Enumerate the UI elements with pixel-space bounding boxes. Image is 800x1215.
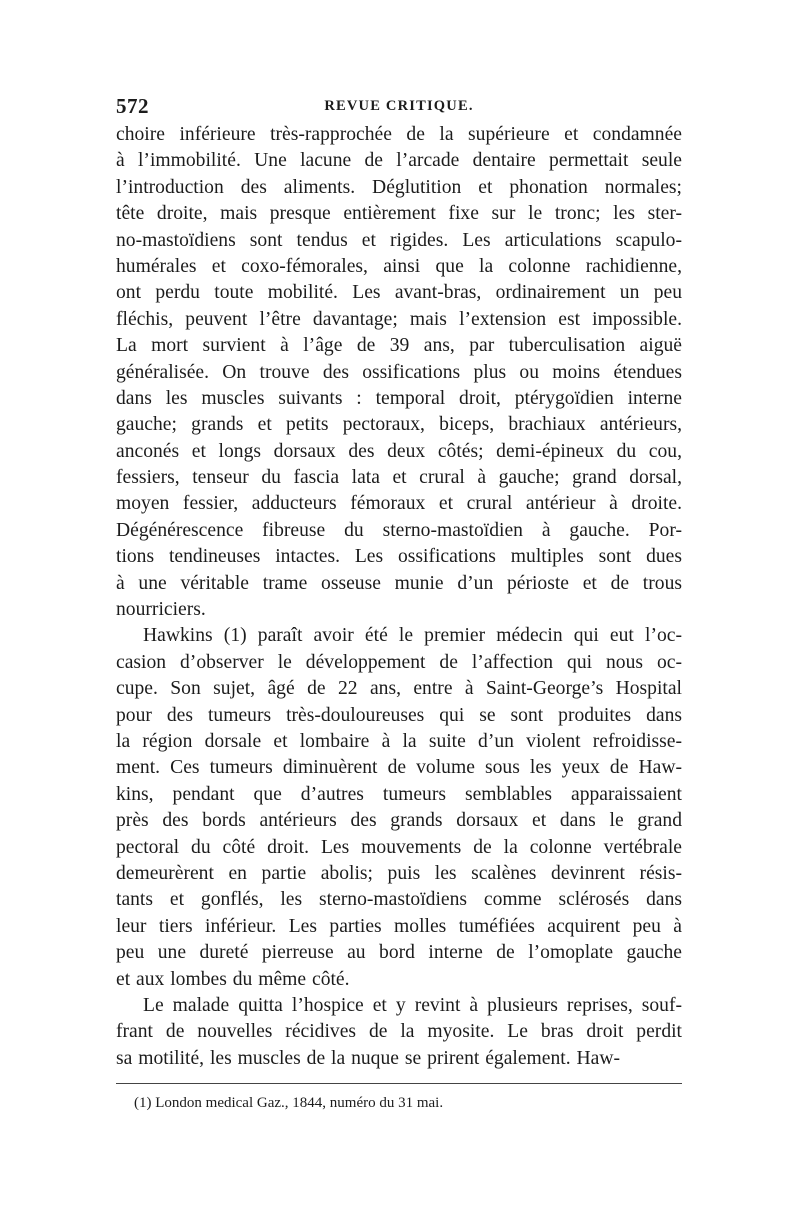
text-line: près des bords antérieurs des grands dorsaux et dans le grand	[116, 810, 682, 832]
text-line: moyen fessier, adducteurs fémoraux et crural antérieur à droite.	[116, 493, 682, 515]
text-line: frant de nouvelles récidives de la myosite. Le bras droit perdit	[116, 1021, 682, 1043]
text-line: fléchis, peuvent l’être davantage; mais l’extension est impossible.	[116, 308, 682, 330]
text-line: à une véritable trame osseuse munie d’un périoste et de trous	[116, 572, 682, 594]
text-line: Le malade quitta l’hospice et y revint à plusieurs reprises, souf-	[143, 994, 682, 1016]
text-line: La mort survient à l’âge de 39 ans, par tuberculisation aiguë	[116, 335, 682, 357]
text-line: Dégénérescence fibreuse du sterno-mastoïdien à gauche. Por-	[116, 519, 682, 541]
document-page	[116, 94, 682, 1113]
text-line: tants et gonflés, les sterno-mastoïdiens comme sclérosés dans	[116, 889, 682, 911]
text-line: casion d’observer le développement de l’affection qui nous oc-	[116, 651, 682, 673]
text-line: et aux lombes du même côté.	[116, 968, 350, 990]
text-line: dans les muscles suivants : temporal droit, ptérygoïdien interne	[116, 387, 682, 409]
text-line: tions tendineuses intactes. Les ossifications multiples sont dues	[116, 546, 682, 568]
text-line: pectoral du côté droit. Les mouvements de la colonne vertébrale	[116, 836, 682, 858]
text-line: la région dorsale et lombaire à la suite d’un violent refroidisse-	[116, 730, 682, 752]
text-line: choire inférieure très-rapprochée de la supérieure et condamnée	[116, 124, 682, 145]
footnote-rule	[116, 1083, 682, 1084]
text-line: sa motilité, les muscles de la nuque se prirent également. Haw-	[116, 1047, 621, 1069]
page-number: 572	[116, 94, 149, 118]
text-line: humérales et coxo-fémorales, ainsi que la colonne rachidienne,	[116, 255, 682, 277]
text-line: leur tiers inférieur. Les parties molles tuméfiées acquirent peu à	[116, 915, 682, 937]
body-text	[116, 122, 682, 1072]
text-line: gauche; grands et petits pectoraux, biceps, brachiaux antérieurs,	[116, 414, 682, 436]
text-line: demeurèrent en partie abolis; puis les scalènes devinrent résis-	[116, 862, 682, 884]
text-line: Hawkins (1) paraît avoir été le premier médecin qui eut l’oc-	[143, 625, 682, 647]
page-header	[116, 94, 682, 122]
text-line: ment. Ces tumeurs diminuèrent de volume sous les yeux de Haw-	[116, 757, 682, 779]
text-line: généralisée. On trouve des ossifications plus ou moins étendues	[116, 361, 682, 383]
footnote: (1) London medical Gaz., 1844, numéro du 31 mai.	[134, 1095, 444, 1112]
text-line: anconés et longs dorsaux des deux côtés; demi-épineux du cou,	[116, 440, 682, 462]
text-line: no-mastoïdiens sont tendus et rigides. Les articulations scapulo-	[116, 229, 682, 251]
paragraph	[116, 993, 682, 1072]
text-line: cupe. Son sujet, âgé de 22 ans, entre à Saint-George’s Hospital	[116, 678, 682, 700]
text-line: kins, pendant que d’autres tumeurs semblables apparaissaient	[116, 783, 682, 805]
paragraph	[116, 623, 682, 992]
text-line: nourriciers.	[116, 599, 206, 621]
text-line: pour des tumeurs très-douloureuses qui se sont produites dans	[116, 704, 682, 726]
text-line: tête droite, mais presque entièrement fixe sur le tronc; les ster-	[116, 203, 682, 225]
text-line: peu une dureté pierreuse au bord interne de l’omoplate gauche	[116, 942, 682, 964]
text-line: l’introduction des aliments. Déglutition et phonation normales;	[116, 176, 682, 198]
running-head: REVUE CRITIQUE.	[324, 98, 474, 114]
text-line: fessiers, tenseur du fascia lata et crural à gauche; grand dorsal,	[116, 467, 682, 489]
paragraph	[116, 122, 682, 623]
text-line: ont perdu toute mobilité. Les avant-bras, ordinairement un peu	[116, 282, 682, 304]
text-line: à l’immobilité. Une lacune de l’arcade dentaire permettait seule	[116, 150, 682, 172]
